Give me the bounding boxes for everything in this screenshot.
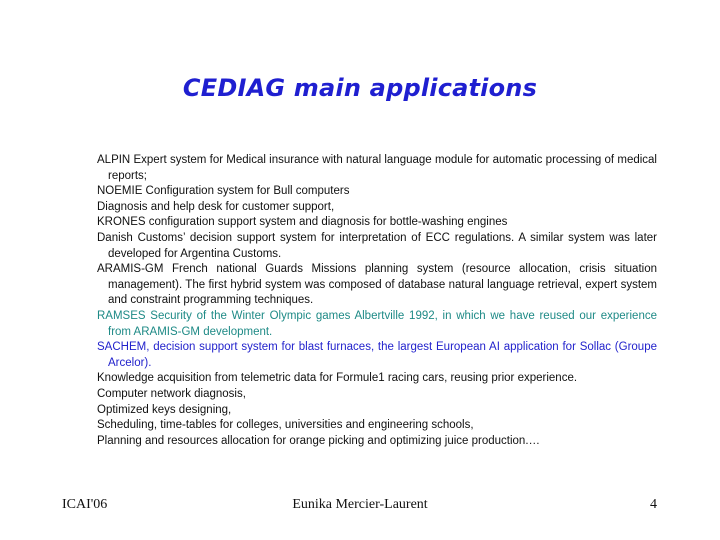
list-item-ramses: RAMSES Security of the Winter Olympic games Albertville 1992, in which we have reused our experience from ARAMIS-GM development. bbox=[97, 309, 657, 338]
footer-page-number: 4 bbox=[650, 497, 657, 512]
list-item: ALPIN Expert system for Medical insurance with natural language module for automatic processing of medical reports; bbox=[97, 154, 657, 182]
application-list bbox=[97, 153, 657, 449]
list-item: Optimized keys designing, bbox=[97, 403, 232, 416]
list-item: Knowledge acquisition from telemetric data for Formule1 racing cars, reusing prior experience. bbox=[97, 372, 578, 385]
list-item: Computer network diagnosis, bbox=[97, 387, 246, 400]
slide-title: CEDIAG main applications bbox=[182, 74, 538, 102]
list-item: Scheduling, time-tables for colleges, universities and engineering schools, bbox=[97, 419, 474, 432]
list-item: ARAMIS-GM French national Guards Missions planning system (resource allocation, crisis situation management). The first hybrid system was composed of database natural language retrieval, expert system and constraint programming techniques. bbox=[97, 263, 657, 307]
list-item: KRONES configuration support system and diagnosis for bottle-washing engines bbox=[97, 216, 508, 229]
footer-conference: ICAI'06 bbox=[62, 497, 108, 512]
list-item: Diagnosis and help desk for customer support, bbox=[97, 200, 335, 213]
footer-author: Eunika Mercier-Laurent bbox=[292, 497, 428, 512]
list-item: NOEMIE Configuration system for Bull computers bbox=[97, 185, 350, 198]
list-item: Danish Customs’ decision support system for interpretation of ECC regulations. A similar system was later developed for Argentina Customs. bbox=[97, 231, 657, 260]
list-item: Planning and resources allocation for orange picking and optimizing juice production.… bbox=[97, 434, 541, 447]
list-item-sachem: SACHEM, decision support system for blast furnaces, the largest European AI application for Sollac (Groupe Arcelor). bbox=[97, 341, 657, 369]
